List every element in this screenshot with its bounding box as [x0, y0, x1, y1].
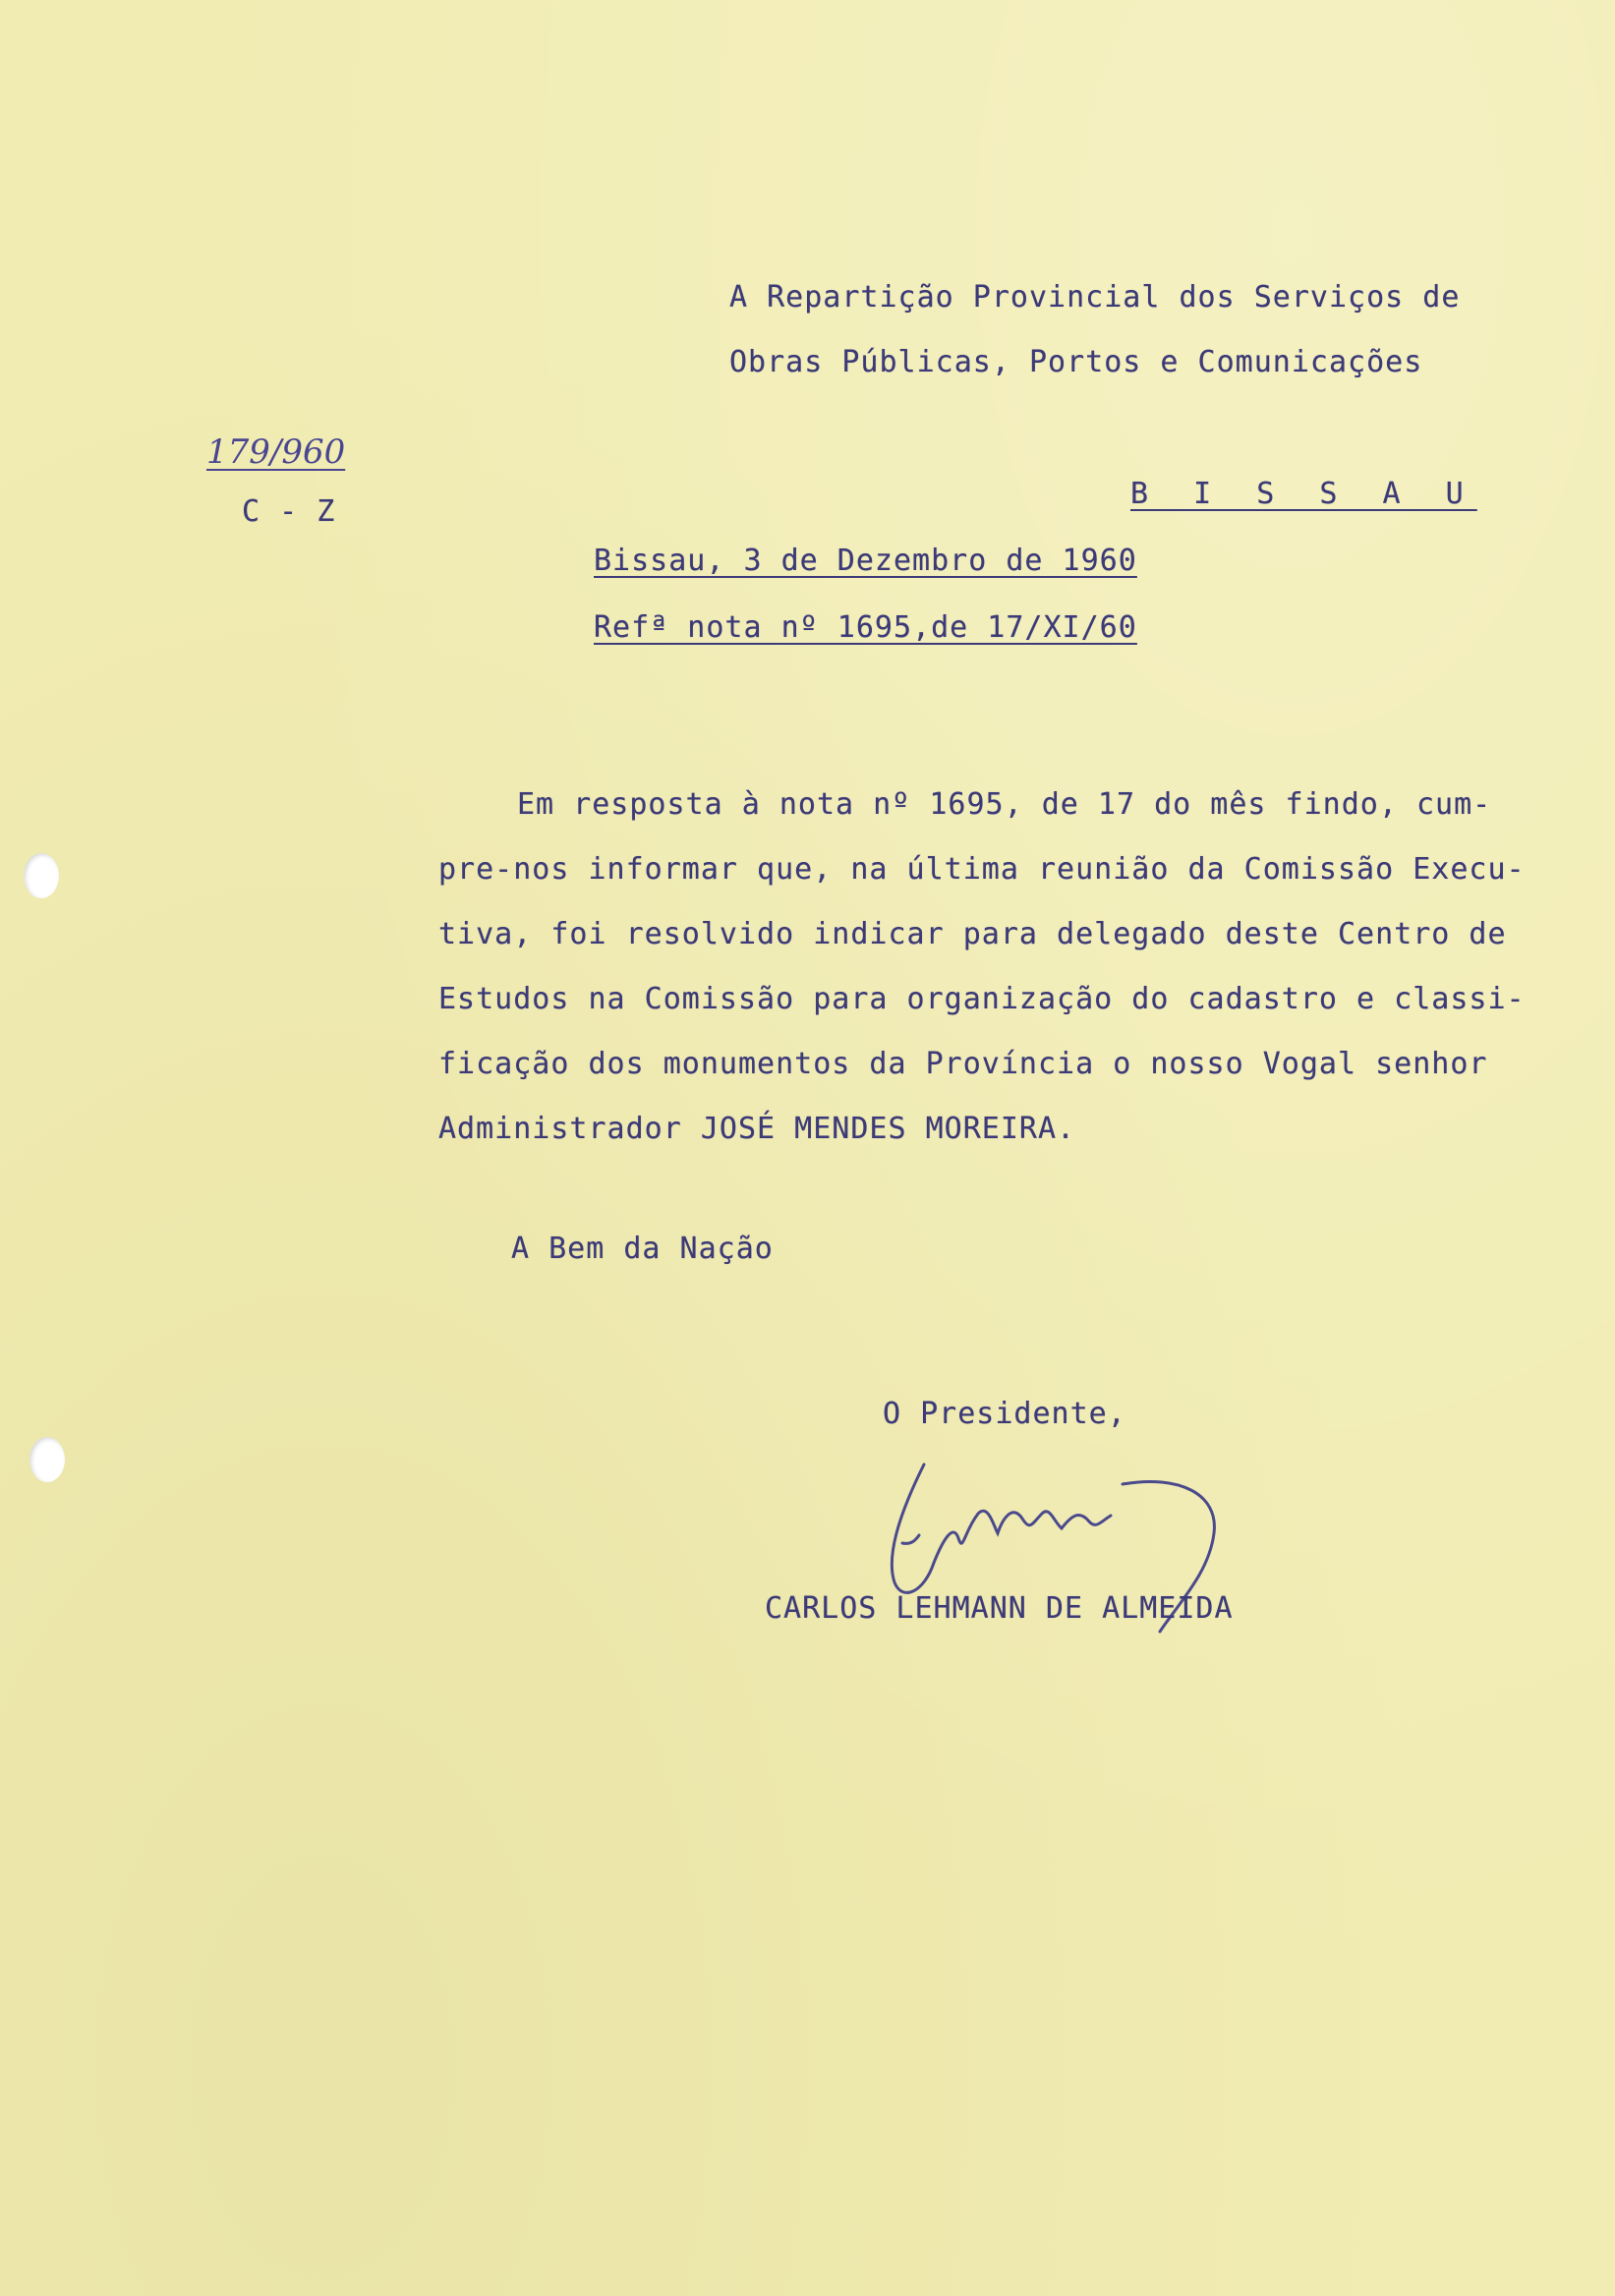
body-line-6: Administrador JOSÉ MENDES MOREIRA. [438, 1112, 1076, 1146]
body-line-5: ficação dos monumentos da Província o nosso Vogal senhor [438, 1047, 1488, 1081]
body-line-2: pre-nos informar que, na última reunião da Comissão Execu- [438, 852, 1526, 887]
signer-name: CARLOS LEHMANN DE ALMEIDA [765, 1591, 1234, 1626]
body-line-3: tiva, foi resolvido indicar para delegado deste Centro de [438, 917, 1507, 951]
body-line-1: Em resposta à nota nº 1695, de 17 do mês findo, cum- [517, 787, 1492, 822]
reference-number: 179/960 [206, 432, 346, 472]
signer-title: O Presidente, [883, 1397, 1126, 1431]
closing-salutation: A Bem da Nação [511, 1232, 774, 1266]
date-line: Bissau, 3 de Dezembro de 1960 [594, 544, 1137, 578]
punch-hole-bottom [29, 1437, 65, 1482]
reference-note-line: Refª nota nº 1695,de 17/XI/60 [594, 610, 1137, 645]
addressee-line-2: Obras Públicas, Portos e Comunicações [729, 345, 1423, 379]
addressee-line-1: A Repartição Provincial dos Serviços de [729, 280, 1461, 315]
body-line-4: Estudos na Comissão para organização do cadastro e classi- [438, 982, 1526, 1016]
addressee-city: B I S S A U [1130, 477, 1477, 511]
signature-stroke-main [892, 1464, 1111, 1592]
signature-stroke-dot [902, 1535, 919, 1543]
punch-hole-top [24, 853, 59, 898]
reference-code: C - Z [242, 494, 336, 529]
letter-body [438, 773, 1569, 1162]
